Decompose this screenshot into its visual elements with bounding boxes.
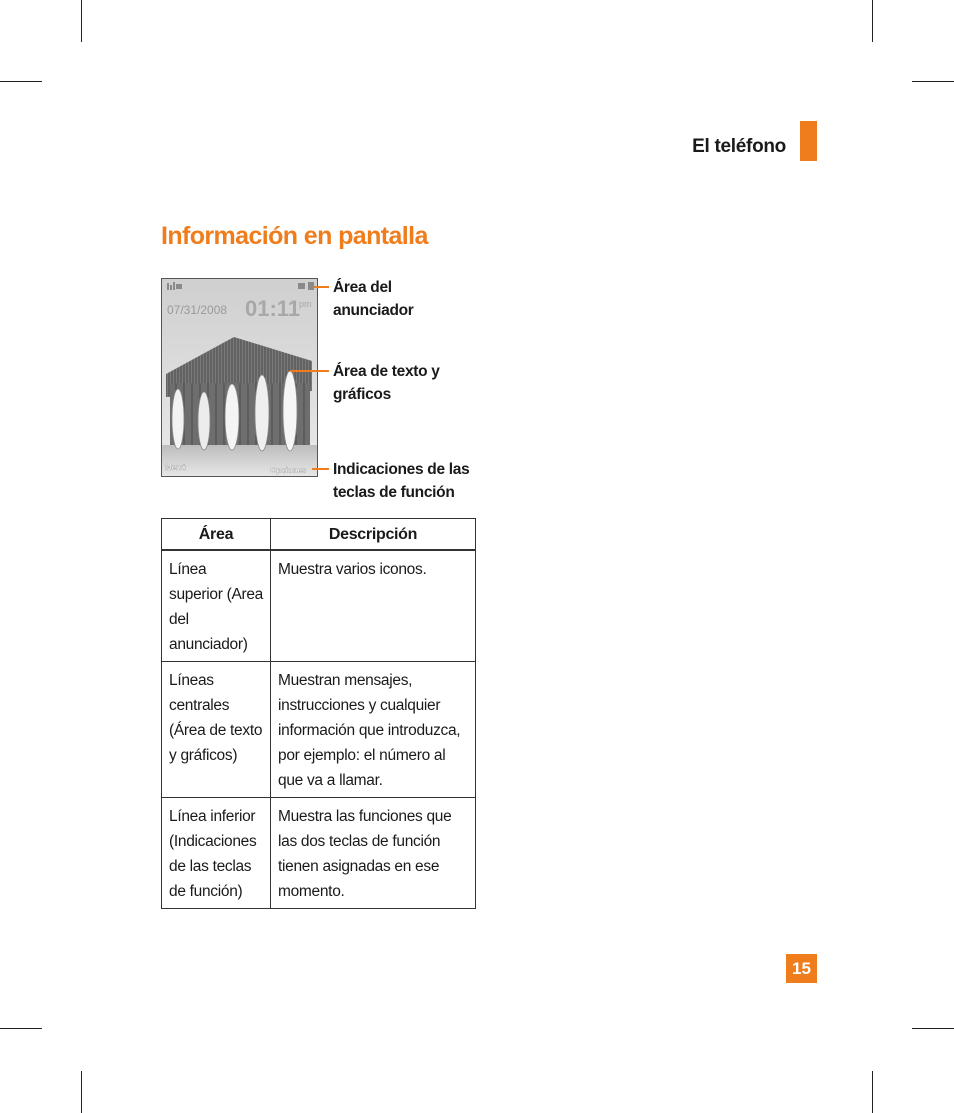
callout-line-annunciator [314,286,329,288]
phone-time: 01:11 [245,296,301,321]
crop-mark [872,1071,873,1113]
crop-mark [912,81,954,82]
chapter-title: El teléfono [692,136,786,157]
table-row [162,550,476,662]
soft-key-right-label: Opciones [270,466,307,475]
soft-key-left-label: Menú [165,463,186,472]
description-cell: Muestra las funciones que las dos teclas de función tienen asignadas en ese momento. [271,798,476,909]
chapter-tab-marker [800,121,817,161]
crop-mark [81,1071,82,1113]
callout-text-graphics: Área de texto y gráficos [333,363,440,403]
crop-mark [81,0,82,42]
phone-date: 07/31/2008 [167,303,228,317]
crop-mark [912,1028,954,1029]
page-number: 15 [786,954,817,983]
area-cell: Líneas centrales (Área de texto y gráficos) [162,662,271,798]
callout-soft-keys: Indicaciones de las teclas de función [333,461,470,501]
crop-mark [872,0,873,42]
phone-screen-illustration [161,278,318,477]
table-row [162,798,476,909]
table-header-row [162,519,476,551]
table-row [162,662,476,798]
page-title: Información en pantalla [161,222,428,250]
callout-line-soft-keys [312,468,329,470]
phone-ampm: pm [299,299,312,309]
callout-annunciator: Área del anunciador [333,279,414,319]
area-cell: Línea inferior (Indicaciones de las teclas de función) [162,798,271,909]
column-header-description: Descripción [271,519,476,551]
screen-areas-table [161,518,476,909]
crop-mark [0,1028,42,1029]
description-cell: Muestran mensajes, instrucciones y cualquier información que introduzca, por ejemplo: el número al que va a llamar. [271,662,476,798]
callout-line-text-graphics [290,370,329,372]
area-cell: Línea superior (Area del anunciador) [162,550,271,662]
crop-mark [0,81,42,82]
column-header-area: Área [162,519,271,551]
description-cell: Muestra varios iconos. [271,550,476,662]
